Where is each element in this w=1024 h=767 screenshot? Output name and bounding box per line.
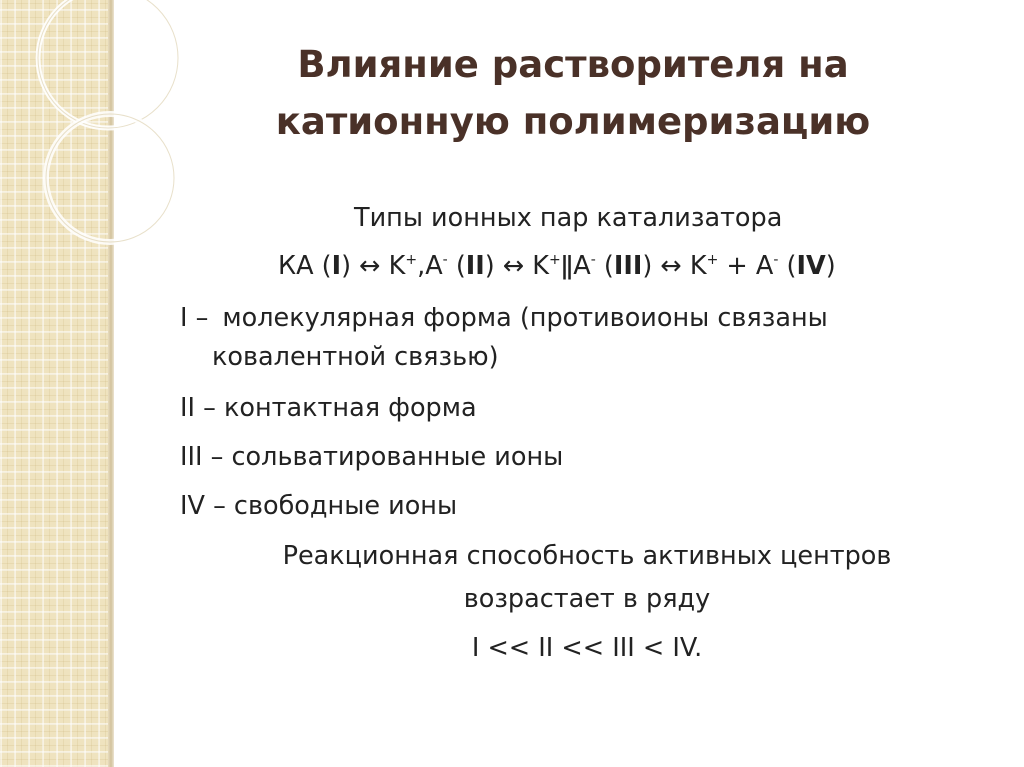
equation-part: ( (595, 251, 614, 281)
title-line-1: Влияние растворителя на (297, 43, 849, 86)
definition-item: III – сольватированные ионы (180, 442, 564, 472)
ion-pair-equation (278, 251, 836, 281)
definition-text: молекулярная форма (противоионы связаны (222, 303, 828, 333)
slide-title (230, 36, 916, 150)
equation-part: ǁA (560, 251, 591, 281)
equation-charge: - (442, 252, 448, 268)
definition-item (180, 303, 828, 333)
equation-part: ( (447, 251, 466, 281)
equation-roman-3: III (613, 251, 643, 281)
equation-part: ( (778, 251, 797, 281)
decorative-circles (0, 0, 260, 300)
equation-part: ,A (417, 251, 443, 281)
reactivity-series: I << II << III < IV. (471, 633, 703, 663)
equation-charge: + (706, 252, 719, 268)
title-line-2: катионную полимеризацию (275, 100, 871, 143)
equation-part: ) ↔ K (341, 251, 406, 281)
equation-charge: - (590, 252, 596, 268)
definition-item: IV – свободные ионы (180, 491, 458, 521)
equation-charge: + (405, 252, 418, 268)
equation-charge: - (773, 252, 779, 268)
equation-roman-1: I (331, 251, 342, 281)
subtitle: Типы ионных пар катализатора (354, 203, 783, 233)
equation-charge: + (549, 252, 561, 268)
equation-roman-2: II (465, 251, 485, 281)
definition-item: II – контактная форма (180, 393, 477, 423)
equation-roman-4: IV (796, 251, 826, 281)
equation-part: + A (718, 251, 774, 281)
equation-part: ) ↔ K (642, 251, 707, 281)
definition-roman: I – (180, 303, 209, 333)
equation-part: ) (825, 251, 836, 281)
equation-part: ) ↔ K (484, 251, 550, 281)
equation-part: КА ( (278, 251, 332, 281)
conclusion-line-2: возрастает в ряду (463, 584, 711, 614)
conclusion-line-1: Реакционная способность активных центров (282, 541, 892, 571)
definition-continuation: ковалентной связью) (212, 342, 499, 372)
